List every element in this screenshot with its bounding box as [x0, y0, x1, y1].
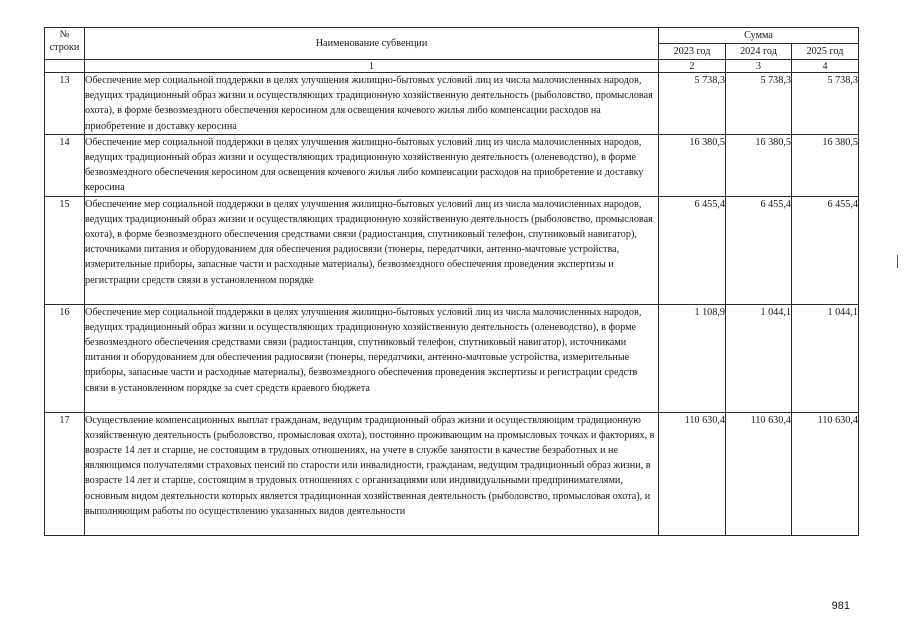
column-index-3: 3: [726, 60, 792, 73]
column-index-row: [45, 60, 859, 73]
header-row-number: [45, 28, 85, 60]
row-number: 14: [45, 134, 85, 196]
header-no-label: строки: [49, 42, 80, 53]
table-row: [45, 134, 859, 196]
amount-2025: 5 738,3: [792, 73, 859, 135]
table-row: [45, 196, 859, 304]
amount-2024: 6 455,4: [726, 196, 792, 304]
amount-2025: 1 044,1: [792, 304, 859, 412]
amount-2025: 110 630,4: [792, 412, 859, 535]
header-year-2025: 2025 год: [792, 44, 859, 60]
amount-2024: 1 044,1: [726, 304, 792, 412]
amount-2023: 16 380,5: [659, 134, 726, 196]
row-number: 15: [45, 196, 85, 304]
row-number: 13: [45, 73, 85, 135]
subvention-name: Обеспечение мер социальной поддержки в целях улучшения жилищно-бытовых условий лиц из числа малочисленных народов, ведущих традиционный образ жизни и осуществляющих традиционную хозяйственную деятельность (рыболовство, промысловая охота), в форме безвозмездного обеспечения средствами связи (радиостанция, спутниковый телефон, спутниковый навигатор), источниками питания и оборудованием для обеспечения радиосвязи (тюнеры, передатчики, антенно-мачтовые устройства, измерительные приборы, запасные части и расходные материалы), безвозмездного обеспечения проведения экспертизы и регистрации средств связи в установленном порядке: [85, 196, 659, 304]
table-row: [45, 73, 859, 135]
subvention-name: Осуществление компенсационных выплат гражданам, ведущим традиционный образ жизни и осуществляющим традиционную хозяйственную деятельность (рыболовство, промысловая охота), постоянно проживающим на промысловых точках и факториях, в возрасте 14 лет и старше, не состоящим в трудовых отношениях, на учете в службе занятости в качестве безработных и не являющимся получателями страховых пенсий по старости или инвалидности, гражданам, ведущим традиционный образ жизни, в возрасте 14 лет и старше, состоящим в трудовых отношениях с организациями или индивидуальными предпринимателями, основным видом деятельности которых является традиционная хозяйственная деятельность (рыболовство, промысловая охота), и выполняющим работы по осуществлению указанных видов деятельности: [85, 412, 659, 535]
row-number: 16: [45, 304, 85, 412]
amount-2024: 16 380,5: [726, 134, 792, 196]
amount-2023: 5 738,3: [659, 73, 726, 135]
subvention-name: Обеспечение мер социальной поддержки в целях улучшения жилищно-бытовых условий лиц из числа малочисленных народов, ведущих традиционный образ жизни и осуществляющих традиционную хозяйственную деятельность (рыболовство, промысловая охота), в форме безвозмездного обеспечения керосином для освещения кочевого жилья либо компенсации расходов на приобретение и доставку керосина: [85, 73, 659, 135]
header-year-2024: 2024 год: [726, 44, 792, 60]
column-index-2: 2: [659, 60, 726, 73]
scan-edge-mark: [897, 255, 898, 268]
table-row: [45, 304, 859, 412]
column-index-1: 1: [85, 60, 659, 73]
row-number: 17: [45, 412, 85, 535]
column-index-blank: [45, 60, 85, 73]
header-year-2023: 2023 год: [659, 44, 726, 60]
amount-2024: 110 630,4: [726, 412, 792, 535]
page-number: 981: [831, 600, 850, 612]
header-subvention-name: Наименование субвенции: [85, 28, 659, 60]
header-sum: Сумма: [659, 28, 859, 44]
amount-2023: 1 108,9: [659, 304, 726, 412]
amount-2024: 5 738,3: [726, 73, 792, 135]
table-row: [45, 412, 859, 535]
header-no-symbol: №: [59, 29, 70, 40]
amount-2025: 6 455,4: [792, 196, 859, 304]
subventions-table: [44, 27, 859, 536]
header-row-top: [45, 28, 859, 44]
amount-2025: 16 380,5: [792, 134, 859, 196]
subvention-name: Обеспечение мер социальной поддержки в целях улучшения жилищно-бытовых условий лиц из числа малочисленных народов, ведущих традиционный образ жизни и осуществляющих традиционную хозяйственную деятельность (оленеводство), в форме безвозмездного обеспечения керосином для освещения кочевого жилья либо компенсации расходов на приобретение и доставку керосина: [85, 134, 659, 196]
amount-2023: 110 630,4: [659, 412, 726, 535]
column-index-4: 4: [792, 60, 859, 73]
amount-2023: 6 455,4: [659, 196, 726, 304]
subvention-name: Обеспечение мер социальной поддержки в целях улучшения жилищно-бытовых условий лиц из числа малочисленных народов, ведущих традиционный образ жизни и осуществляющих традиционную хозяйственную деятельность (оленеводство), в форме безвозмездного обеспечения средствами связи (радиостанция, спутниковый телефон, спутниковый навигатор), источниками питания и оборудованием для обеспечения радиосвязи (тюнеры, передатчики, антенно-мачтовые устройства, измерительные приборы, запасные части и расходные материалы), безвозмездного обеспечения проведения экспертизы и регистрации средств связи в установленном порядке за счет средств краевого бюджета: [85, 304, 659, 412]
